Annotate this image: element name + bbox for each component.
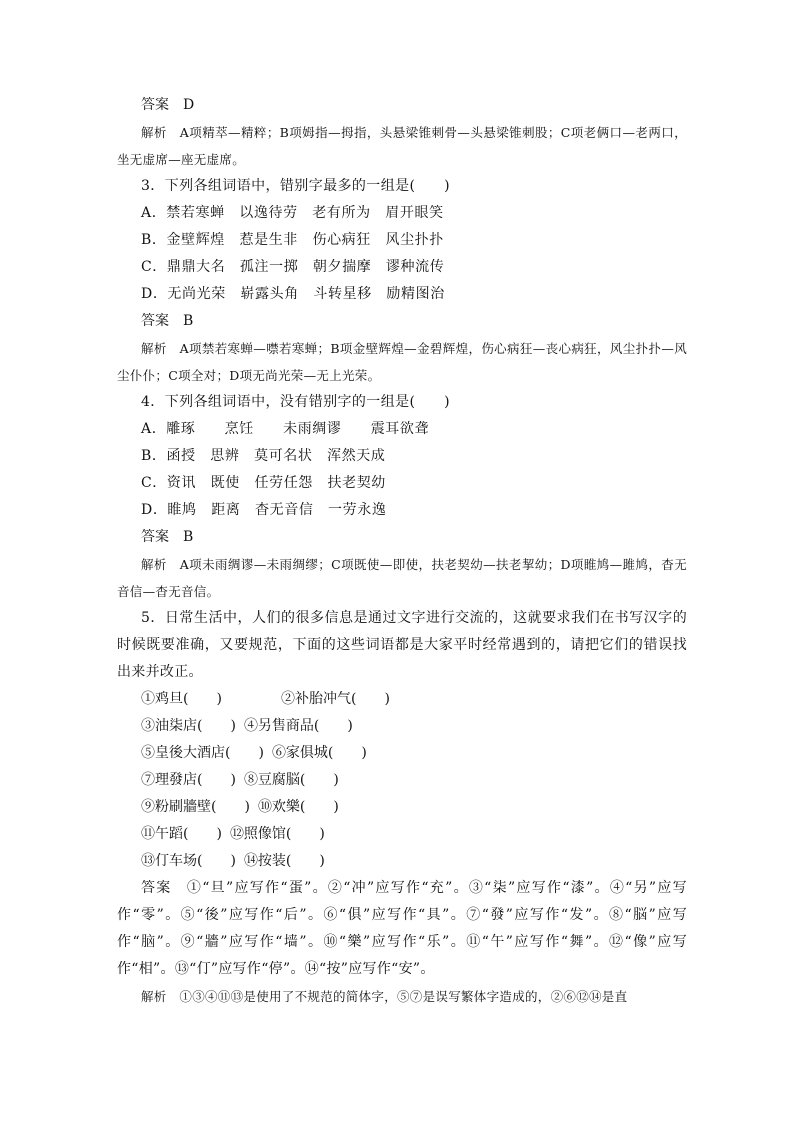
q5-item: ⑨粉刷牆壁( ) — [141, 799, 250, 815]
q5-item: ⑦理發店( ) — [141, 772, 236, 788]
q5-item: ⑪午蹈( ) — [141, 826, 222, 842]
q3-stem: 3．下列各组词语中，错别字最多的一组是( ) — [141, 178, 451, 194]
q2-explanation: 解析 A项精萃—精粹；B项姆指—拇指，头悬梁锥刺骨—头悬梁锥刺股；C项老俩口—老两口，坐无虚席—座无虚席。 — [117, 125, 687, 167]
q4-option-c: C．资讯 既使 任劳任怨 扶老契幼 — [141, 475, 386, 491]
q5-item: ⑥家俱城( ) — [271, 745, 367, 761]
q4-option-a: A．雕琢 烹饪 未雨绸谬 震耳欲聋 — [141, 421, 430, 437]
q3-option-c: C．鼎鼎大名 孤注一掷 朝夕揣摩 谬种流传 — [141, 259, 445, 275]
q5-item-row — [117, 740, 687, 767]
q3-option-a: A．禁若寒蝉 以逸待劳 老有所为 眉开眼笑 — [141, 205, 444, 221]
q4-answer: 答案 B — [141, 529, 194, 545]
q3-option-b: B．金壁辉煌 惹是生非 伤心病狂 风尘扑扑 — [141, 232, 444, 248]
q5-item: ⑧豆腐脳( ) — [243, 772, 339, 788]
q5-item-row — [117, 713, 687, 740]
q2-answer: 答案 D — [141, 97, 195, 113]
q5-item: ②补胎冲气( ) — [281, 691, 390, 707]
q5-item: ⑭按装( ) — [243, 853, 325, 869]
q5-item-row — [117, 767, 687, 794]
q3-option-d: D．无尚光荣 崭露头角 斗转星移 励精图治 — [141, 286, 445, 302]
worksheet-page — [117, 92, 687, 1010]
q5-item-row — [117, 821, 687, 848]
q5-item: ⑬仃车场( ) — [141, 853, 236, 869]
q5-explanation: 解析 ①③④⑪⑬是使用了不规范的简体字，⑤⑦是误写繁体字造成的，②⑥⑫⑭是直 — [141, 989, 628, 1004]
q5-item-row — [117, 686, 687, 713]
q4-option-d: D．睢鸠 距离 杳无音信 一劳永逸 — [141, 502, 387, 518]
q4-explanation: 解析 A项未雨绸谬—未雨绸缪；C项既使—即使，扶老契幼—扶老挈幼；D项睢鸠—雎鸠，杳无音信—杳无音信。 — [117, 557, 687, 599]
q4-stem: 4．下列各组词语中，没有错别字的一组是( ) — [141, 394, 451, 410]
q5-item-row — [117, 794, 687, 821]
q5-item: ④另售商品( ) — [243, 718, 353, 734]
q3-explanation: 解析 A项禁若寒蝉—噤若寒蝉；B项金壁辉煌—金碧辉煌，伤心病狂—丧心病狂，风尘扑扑—风尘仆仆；C项全对；D项无尚光荣—无上光荣。 — [117, 341, 687, 383]
q5-item: ⑫照像馆( ) — [229, 826, 325, 842]
q5-answer: 答案 ①“旦”应写作“蛋”。②“冲”应写作“充”。③“柒”应写作“漆”。④“另”应写作“零”。⑤“後”应写作“后”。⑥“俱”应写作“具”。⑦“發”应写作“发”。⑧“脳”应写作“脑”。⑨“牆”应写作“墙”。⑩“樂”应写作“乐”。⑪“午”应写作“舞”。⑫“像”应写作“相”。⑬“仃”应写作“停”。⑭“按”应写作“安”。 — [117, 880, 687, 977]
q5-item: ⑤皇後大酒店( ) — [141, 745, 264, 761]
q5-item: ①鸡旦( ) — [141, 691, 222, 707]
q4-option-b: B．函授 思辨 莫可名状 浑然天成 — [141, 448, 386, 464]
q5-item: ③油柒店( ) — [141, 718, 236, 734]
q5-item: ⑩欢樂( ) — [257, 799, 339, 815]
q3-answer: 答案 B — [141, 313, 194, 329]
q5-item-row — [117, 848, 687, 875]
q5-stem: 5．日常生活中，人们的很多信息是通过文字进行交流的，这就要求我们在书写汉字的时候既要准确，又要规范，下面的这些词语都是大家平时经常遇到的，请把它们的错误找出来并改正。 — [117, 610, 687, 680]
